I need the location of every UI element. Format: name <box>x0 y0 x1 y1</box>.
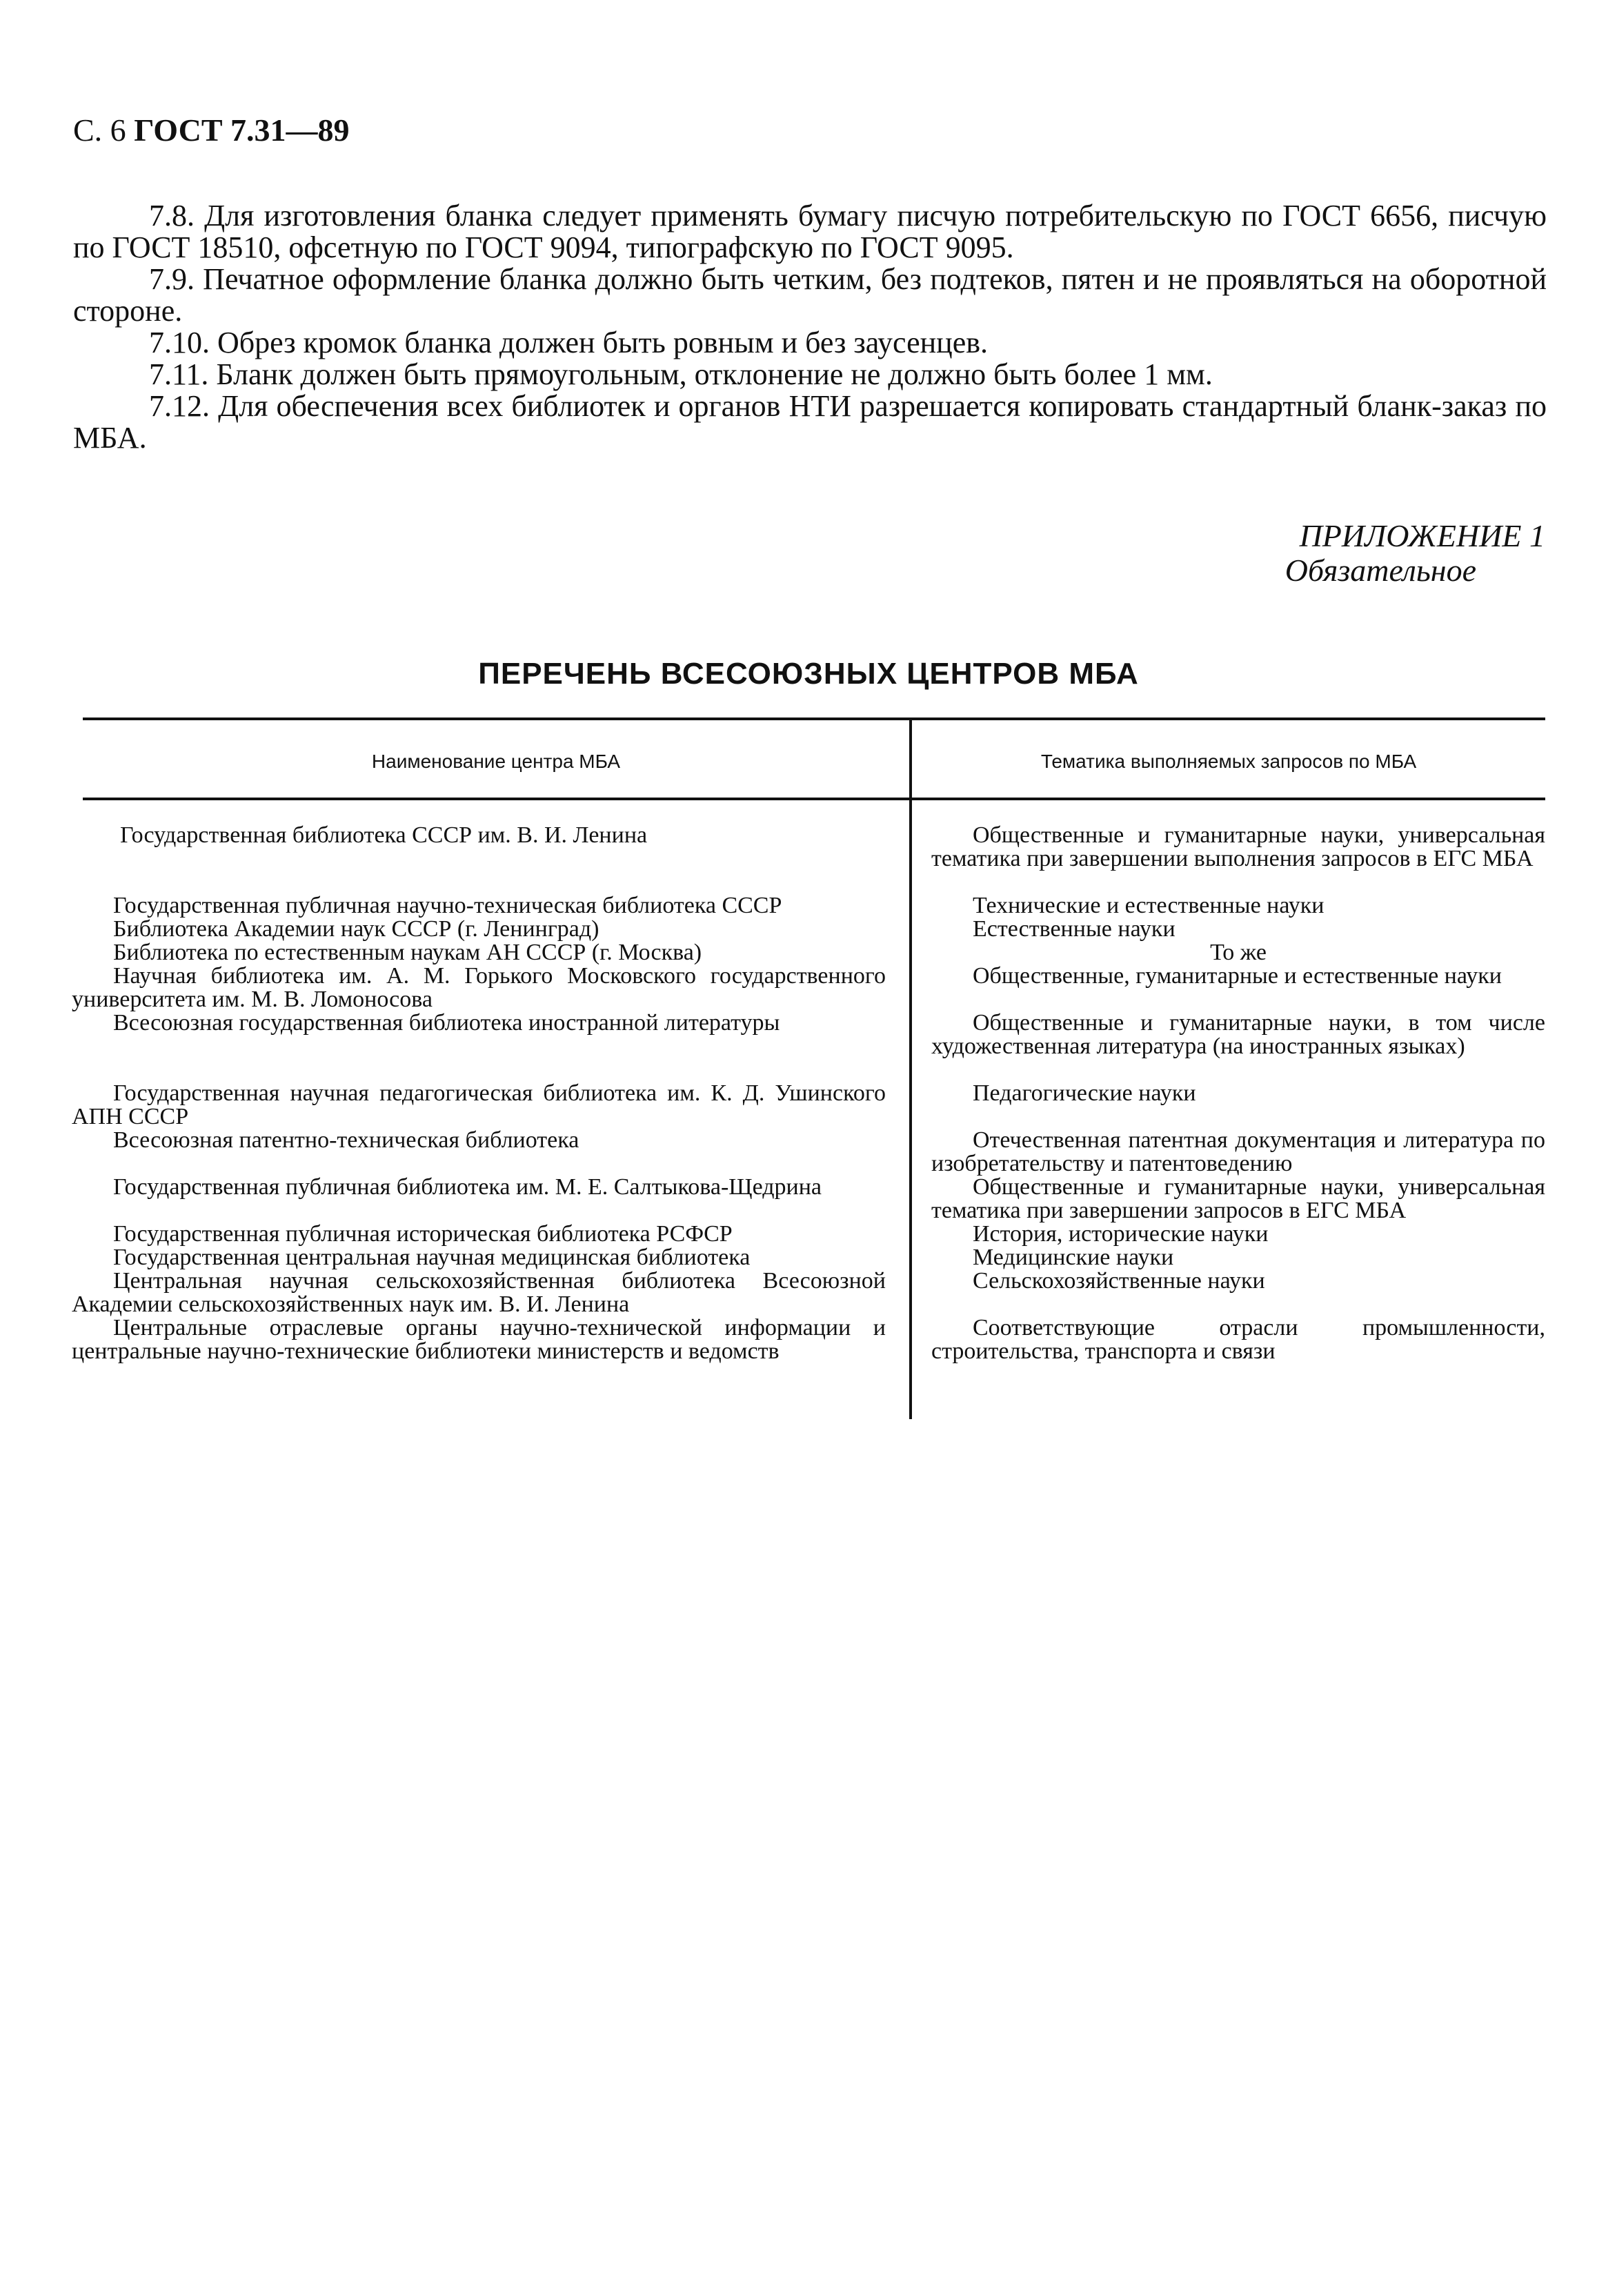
paragraph-7-10: 7.10. Обрез кромок бланка должен быть ровным и без заусенцев. <box>149 326 989 359</box>
table-row-name: Библиотека по естественным наукам АН СССР (г. Москва) <box>113 940 702 965</box>
table-row-topic: Сельскохозяйственные науки <box>973 1268 1265 1294</box>
table-row-topic: То же <box>1210 940 1267 965</box>
section-7-text <box>73 200 1547 454</box>
page-header <box>73 112 350 148</box>
table-row-name: Центральная научная сельскохозяйственная библиотека Всесоюзной Академии сельскохозяйственных наук им. В. И. Ленина <box>72 1268 886 1317</box>
table-row-topic: Медицинские науки <box>973 1245 1174 1270</box>
table-row-topic: Педагогические науки <box>973 1080 1196 1106</box>
table-row-topic: Отечественная патентная документация и литература по изобретательству и патентоведению <box>931 1127 1545 1176</box>
table-row-topic: Общественные и гуманитарные науки, универсальная тематика при завершении запросов в ЕГС МБА <box>931 1174 1545 1223</box>
table-row-name: Библиотека Академии наук СССР (г. Ленинград) <box>113 916 599 942</box>
table-row-topic: Технические и естественные науки <box>973 893 1325 918</box>
table-header-rule <box>83 798 1545 800</box>
paragraph-7-9: 7.9. Печатное оформление бланка должно быть четким, без подтеков, пятен и не проявляться на оборотной стороне. <box>73 262 1547 328</box>
table-title: ПЕРЕЧЕНЬ ВСЕСОЮЗНЫХ ЦЕНТРОВ МБА <box>478 657 1139 691</box>
table-row-topic: Общественные, гуманитарные и естественные науки <box>973 963 1502 989</box>
table-row-name: Центральные отраслевые органы научно-технической информации и центральные научно-технические библиотеки министерств и ведомств <box>72 1315 886 1364</box>
table-row-name: Государственная библиотека СССР им. В. И. Ленина <box>120 822 648 848</box>
table-row-topic: Общественные и гуманитарные науки, в том числе художественная литература (на иностранных языках) <box>931 1010 1545 1059</box>
table-row-name: Научная библиотека им. А. М. Горького Московского государственного университета им. М. В. Ломоносова <box>72 963 886 1012</box>
column-divider <box>909 719 912 1419</box>
table-row-topic: Общественные и гуманитарные науки, универсальная тематика при завершении выполнения запросов в ЕГС МБА <box>931 822 1545 871</box>
appendix-type: Обязательное <box>1284 553 1476 588</box>
column-header-name: Наименование центра МБА <box>371 751 621 772</box>
column-header-topic: Тематика выполняемых запросов по МБА <box>1040 751 1417 772</box>
page-number: С. 6 <box>73 112 126 148</box>
table-row-name: Государственная научная педагогическая библиотека им. К. Д. Ушинского АПН СССР <box>72 1080 886 1129</box>
document-code: ГОСТ 7.31—89 <box>134 112 350 148</box>
centers-column <box>72 824 886 1387</box>
table-top-rule <box>83 718 1545 720</box>
paragraph-7-8: 7.8. Для изготовления бланка следует применять бумагу писчую потребительскую по ГОСТ 6656, писчую по ГОСТ 18510, офсетную по ГОСТ 9094, типографскую по ГОСТ 9095. <box>73 199 1547 264</box>
table-row-topic: История, исторические науки <box>973 1221 1269 1247</box>
paragraph-7-11: 7.11. Бланк должен быть прямоугольным, отклонение не должно быть более 1 мм. <box>149 357 1213 391</box>
appendix-label <box>1285 519 1545 588</box>
paragraph-7-12: 7.12. Для обеспечения всех библиотек и органов НТИ разрешается копировать стандартный бланк-заказ по МБА. <box>73 389 1547 455</box>
topics-column <box>931 824 1545 1387</box>
table-row-name: Государственная публичная историческая библиотека РСФСР <box>113 1221 733 1247</box>
table-row-name: Государственная публичная библиотека им. М. Е. Салтыкова-Щедрина <box>113 1174 822 1200</box>
table-row-name: Государственная публичная научно-техническая библиотека СССР <box>113 893 782 918</box>
table-row-name: Всесоюзная патентно-техническая библиотека <box>113 1127 579 1153</box>
table-row-name: Всесоюзная государственная библиотека иностранной литературы <box>113 1010 780 1036</box>
appendix-number: ПРИЛОЖЕНИЕ 1 <box>1299 518 1545 553</box>
table-row-name: Государственная центральная научная медицинская библиотека <box>113 1245 751 1270</box>
table-row-topic: Соответствующие отрасли промышленности, строительства, транспорта и связи <box>931 1315 1545 1364</box>
table-row-topic: Естественные науки <box>973 916 1175 942</box>
